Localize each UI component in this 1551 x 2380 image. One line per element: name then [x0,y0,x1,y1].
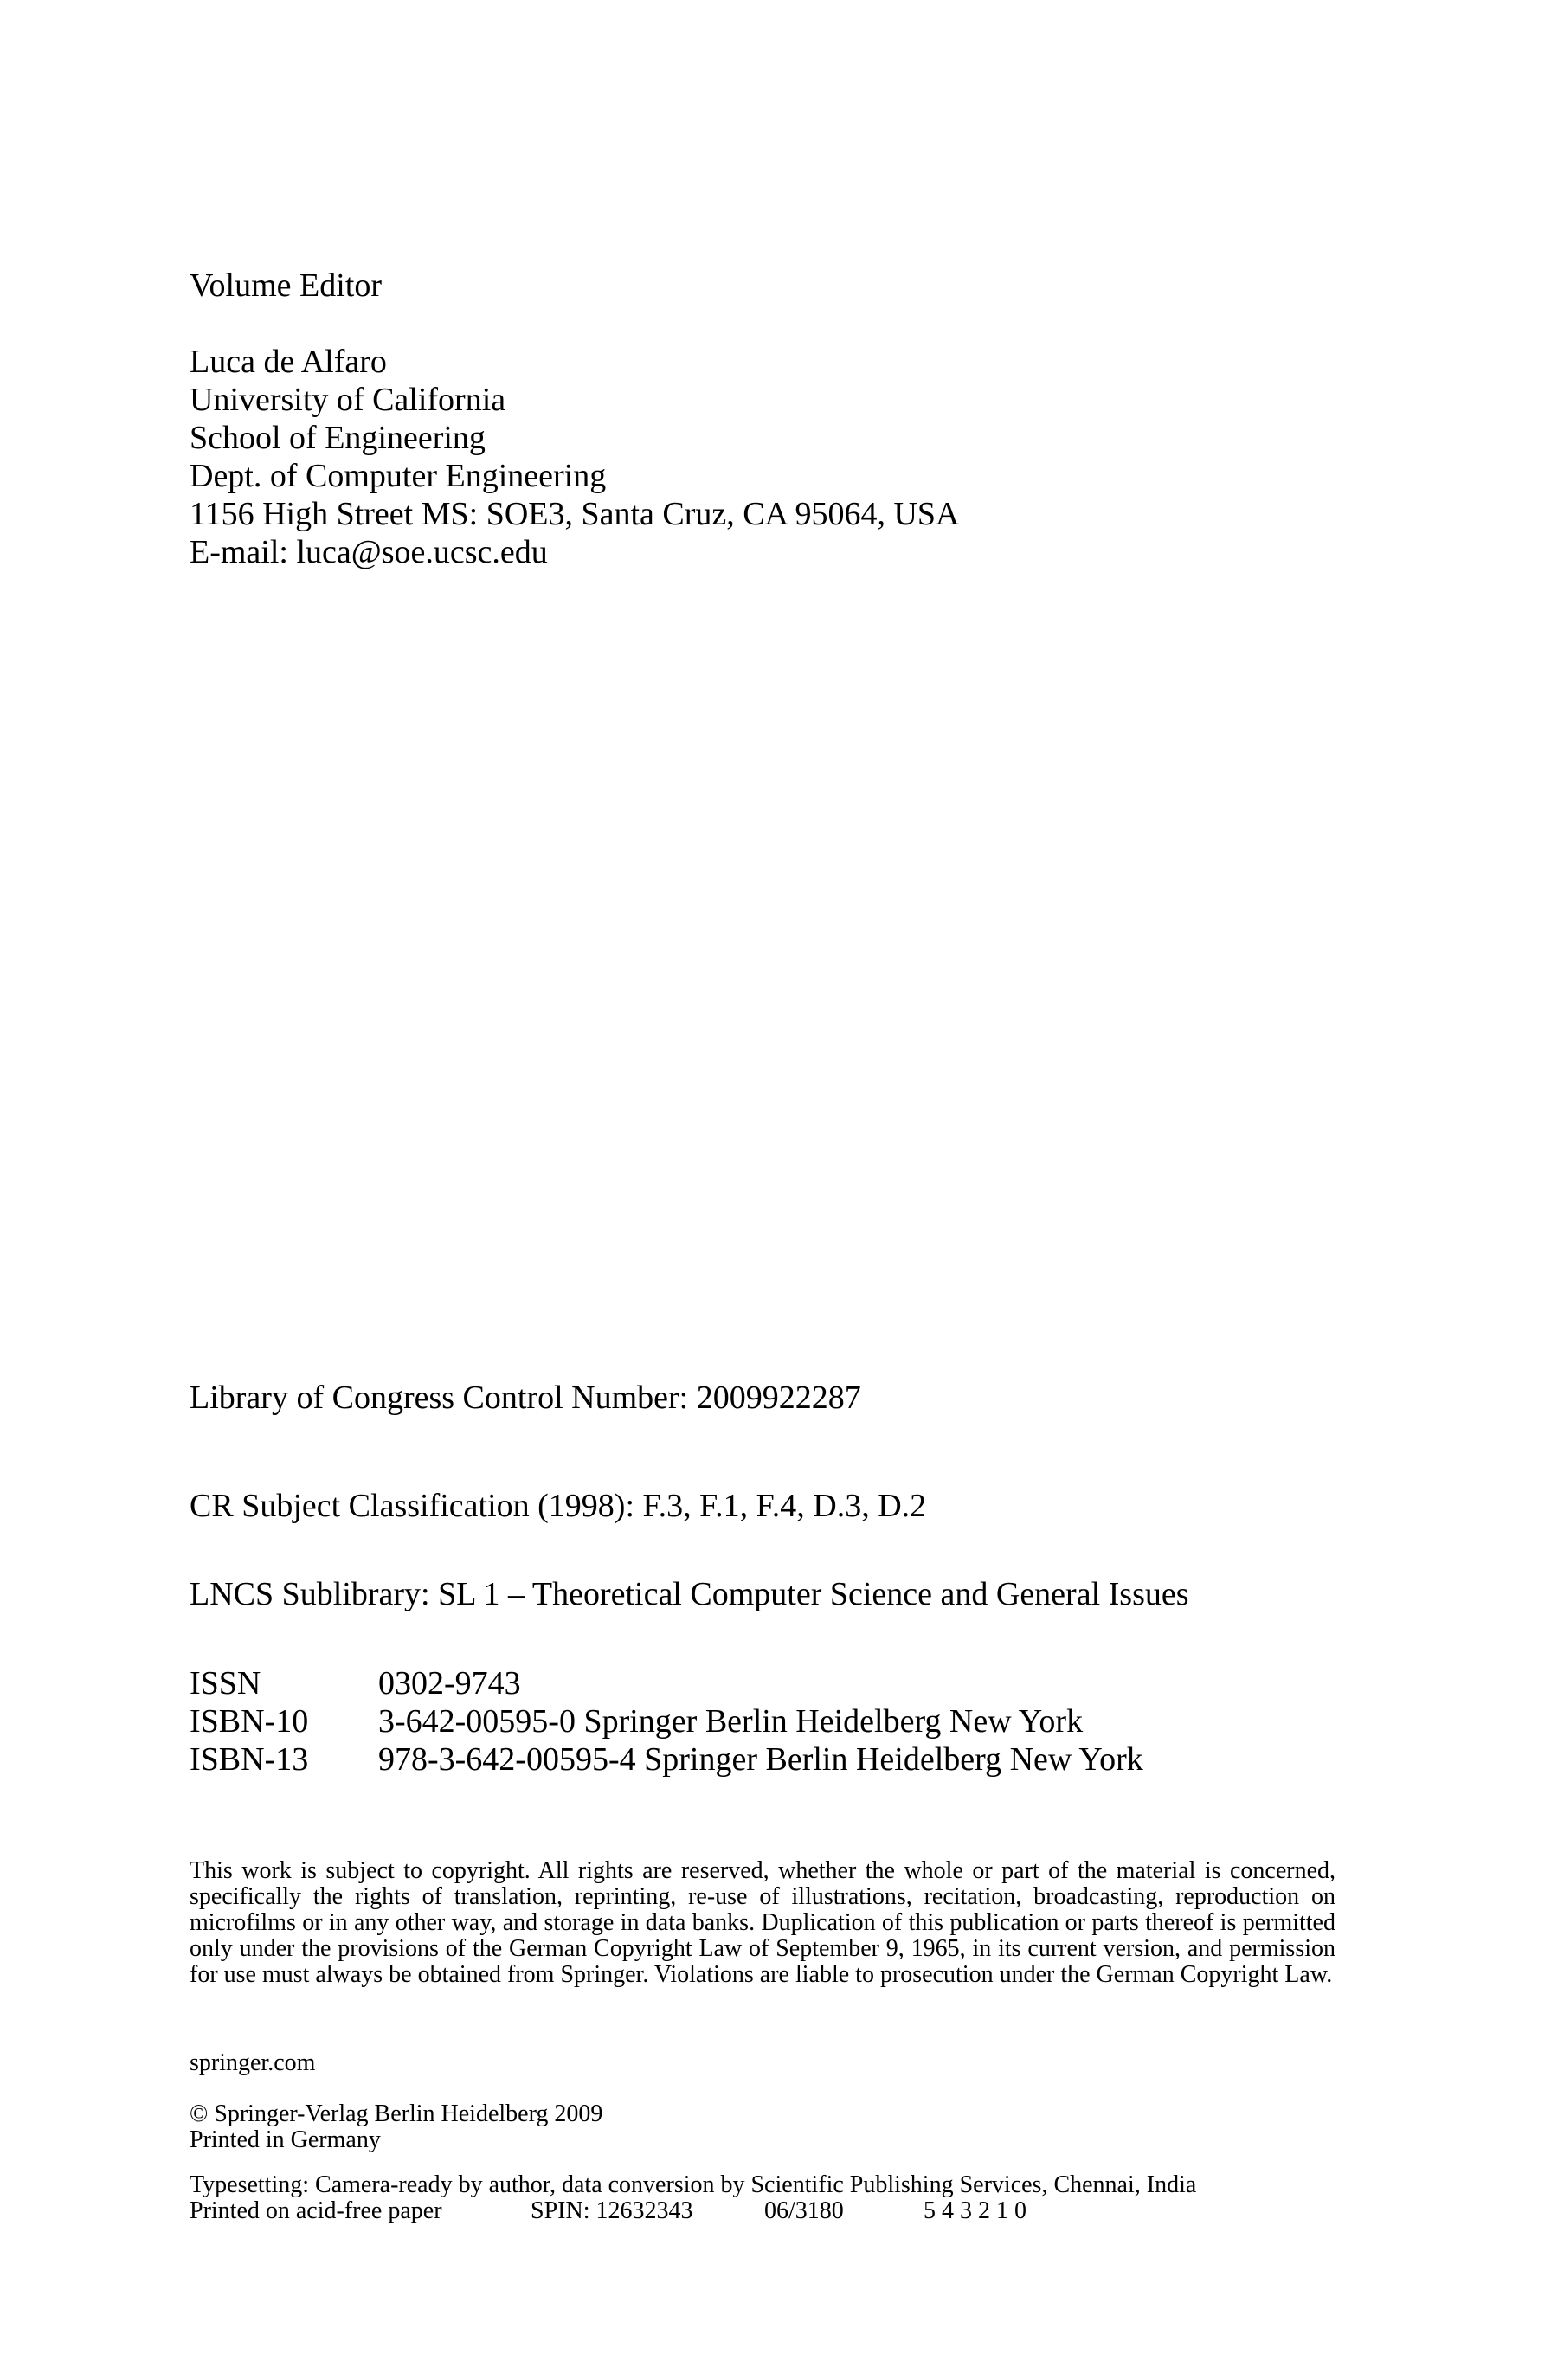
typesetting-block [190,2172,1196,2224]
cr-subject-classification: CR Subject Classification (1998): F.3, F.1, F.4, D.3, D.2 [190,1488,927,1524]
copyright-holder: © Springer-Verlag Berlin Heidelberg 2009 [190,2100,603,2127]
identifier-row-isbn-13 [190,1740,1143,1779]
identifier-row-issn [190,1664,1143,1702]
editor-department: Dept. of Computer Engineering [190,458,607,494]
editor-email: E-mail: luca@soe.ucsc.edu [190,534,548,570]
editor-name: Luca de Alfaro [190,344,387,380]
identifier-label: ISSN [190,1665,261,1701]
spin-number: SPIN: 12632343 [531,2197,693,2224]
print-run: 5 4 3 2 1 0 [924,2197,1026,2224]
typesetting-note: Typesetting: Camera-ready by author, data conversion by Scientific Publishing Services, Chennai, India [190,2171,1197,2198]
editor-university: University of California [190,382,506,418]
print-code: 06/3180 [764,2197,844,2224]
copyright-notice: This work is subject to copyright. All rights are reserved, whether the whole or part of the material is concerned, specifically the rights of translation, reprinting, re-use of illustrations, recitation, broadcasting, reproduction on microfilms or in any other way, and storage in data banks. Duplication of this publication or parts thereof is permitted only under the provisions of the German Copyright Law of September 9, 1965, in its current version, and permission for use must always be obtained from Springer. Violations are liable to prosecution under the German Copyright Law. [190,1857,1335,1988]
print-info-line [190,2198,1196,2224]
copyright-block [190,2101,602,2153]
printed-in: Printed in Germany [190,2126,381,2153]
editor-address [190,343,960,571]
acid-free-paper: Printed on acid-free paper [190,2197,442,2224]
identifier-label: ISBN-13 [190,1741,309,1778]
identifier-value: 0302-9743 [378,1665,521,1701]
volume-editor-heading: Volume Editor [190,267,383,304]
library-of-congress-control-number: Library of Congress Control Number: 2009922287 [190,1380,861,1416]
identifier-table [190,1664,1143,1779]
lncs-sublibrary: LNCS Sublibrary: SL 1 – Theoretical Computer Science and General Issues [190,1576,1189,1612]
editor-street-address: 1156 High Street MS: SOE3, Santa Cruz, CA 95064, USA [190,496,960,532]
identifier-row-isbn-10 [190,1702,1143,1740]
editor-school: School of Engineering [190,420,486,456]
identifier-value: 3-642-00595-0 Springer Berlin Heidelberg New York [378,1703,1084,1740]
publisher-site: springer.com [190,2049,316,2076]
identifier-label: ISBN-10 [190,1703,309,1740]
identifier-value: 978-3-642-00595-4 Springer Berlin Heidelberg New York [378,1741,1143,1778]
